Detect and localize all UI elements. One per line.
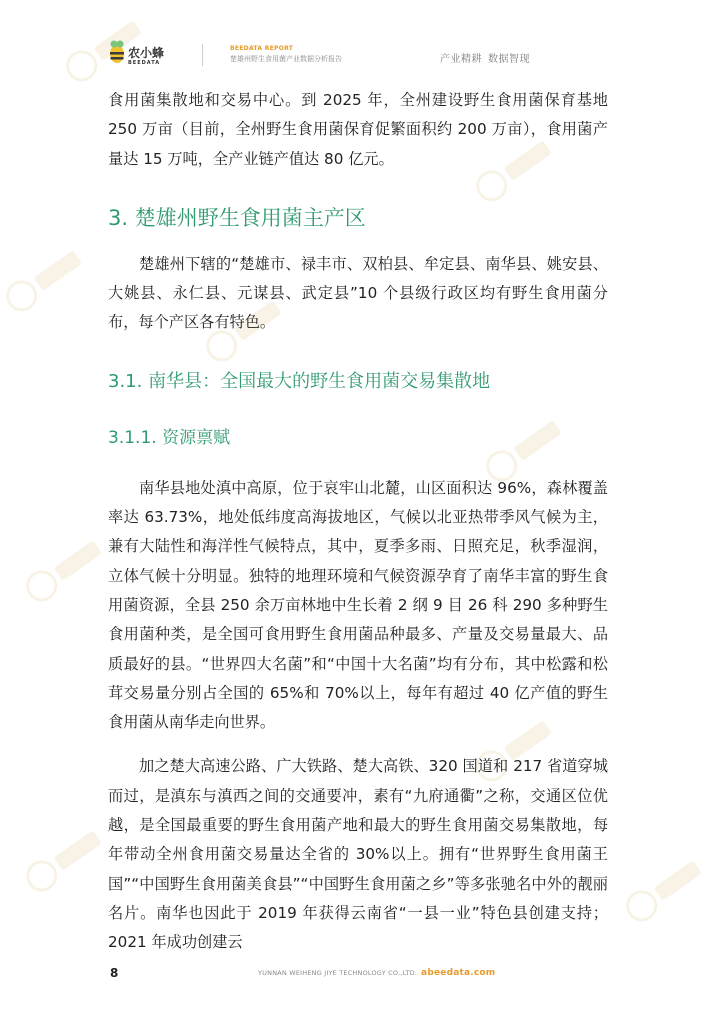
section-paragraph: 楚雄州下辖的“楚雄市、禄丰市、双柏县、牟定县、南华县、姚安县、大姚县、永仁县、元谋县、武定县”10 个县级行政区均有野生食用菌分布，每个产区各有特色。	[108, 254, 608, 332]
page-number: 8	[110, 966, 119, 980]
watermark	[0, 230, 100, 334]
slogan-part-1: 产业精耕	[440, 54, 482, 65]
bee-logo-icon	[108, 40, 126, 68]
page-header	[0, 0, 724, 80]
logo-name-en: BEEDATA	[128, 60, 161, 66]
watermark	[610, 840, 720, 944]
watermark	[10, 810, 120, 914]
subsubsection-title: 3.1.1. 资源禀赋	[108, 427, 231, 448]
resource-paragraph: 南华县地处滇中高原，位于哀牢山北麓，山区面积达 96%，森林覆盖率达 63.73%，地处低纬度高海拔地区，气候以北亚热带季风气候为主，兼有大陆性和海洋性气候特点，其中，夏季多雨、日照充足，秋季湿润，立体气候十分明显。独特的地理环境和气候资源孕育了南华丰富的野生食用菌资源，全县 250 余万亩林地中生长着 2 纲 9 目 26 科 290 多种野生食用菌种类，是全国可食用野生食用菌品种最多、产量及交易量最大、品质最好的县。“世界四大名菌”和“中国十大名菌”均有分布，其中松露和松茸交易量分别占全国的 65%和 70%以上，每年有超过 40 亿产值的野生食用菌从南华走向世界。	[108, 478, 608, 732]
page-footer	[258, 968, 495, 978]
footer-website: abeedata.com	[421, 968, 496, 978]
transport-paragraph: 加之楚大高速公路、广大铁路、楚大高铁、320 国道和 217 省道穿城而过，是滇东与滇西之间的交通要冲，素有“九府通衢”之称，交通区位优越，是全国最重要的野生食用菌产地和最大的野生食用菌交易集散地，每年带动全州食用菌交易量达全省的 30%以上。拥有“世界野生食用菌王国”“中国野生食用菌美食县”“中国野生食用菌之乡”等多张驰名中外的靓丽名片。南华也因此于 2019 年获得云南省“一县一业”特色县创建支持；2021 年成功创建云	[108, 757, 608, 952]
header-slogan	[440, 50, 530, 65]
page-content	[108, 86, 608, 958]
footer-company: YUNNAN WEIHENG JIYE TECHNOLOGY CO.,LTD.	[258, 969, 418, 977]
logo-name-cn: 农小蜂	[128, 46, 165, 60]
header-divider	[202, 44, 203, 66]
report-title-cn: 楚雄州野生食用菌产业数据分析报告	[230, 55, 342, 63]
slogan-part-2: 数据智现	[488, 54, 530, 65]
report-label-en: BEEDATA REPORT	[230, 45, 294, 52]
watermark	[10, 520, 120, 624]
section-title: 3. 楚雄州野生食用菌主产区	[108, 205, 366, 230]
intro-paragraph: 食用菌集散地和交易中心。到 2025 年，全州建设野生食用菌保育基地 250 万亩（目前，全州野生食用菌保育促繁面积约 200 万亩），食用菌产量达 15 万吨，全产业链产值达 80 亿元。	[108, 91, 608, 168]
subsection-title: 3.1. 南华县：全国最大的野生食用菌交易集散地	[108, 370, 491, 392]
